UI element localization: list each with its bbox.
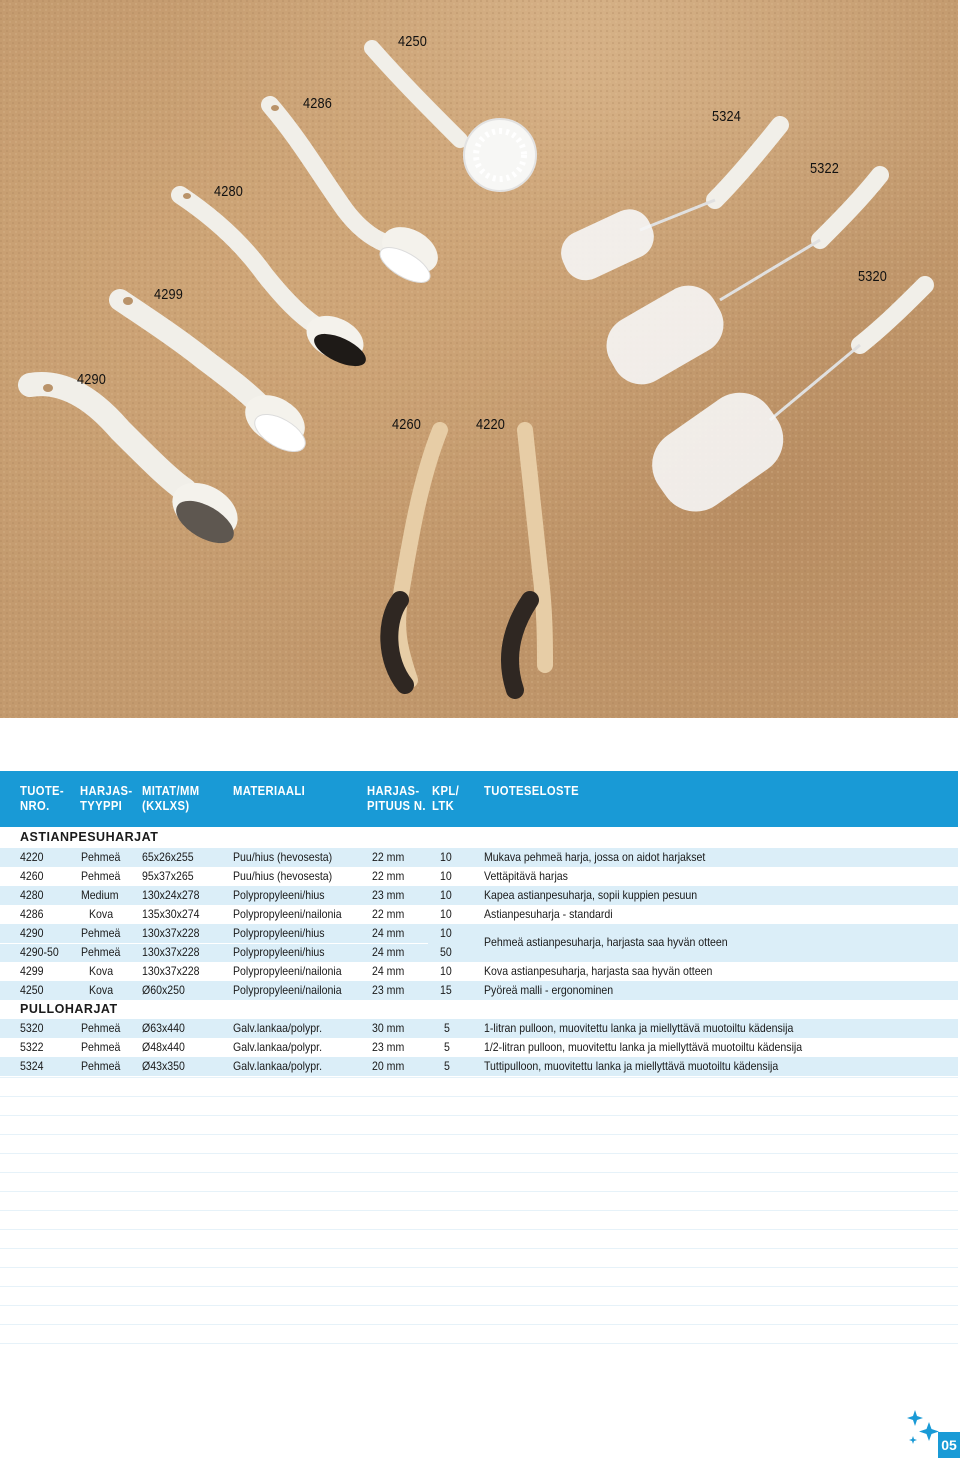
table-cell: 4260 <box>20 869 44 883</box>
table-row <box>0 848 958 867</box>
ruling-line <box>0 1324 958 1325</box>
ruling-line <box>0 1153 958 1154</box>
table-cell: Ø48x440 <box>142 1040 185 1054</box>
table-cell: Polypropyleeni/hius <box>233 926 325 940</box>
header-mitat <box>142 784 199 814</box>
table-cell: 10 <box>440 907 452 921</box>
header-tuoteseloste <box>484 784 579 799</box>
table-cell: Pehmeä <box>81 869 121 883</box>
table-cell: 23 mm <box>372 983 405 997</box>
header-line: TUOTESELOSTE <box>484 784 579 798</box>
table-cell: Ø43x350 <box>142 1059 185 1073</box>
table-cell: 24 mm <box>372 964 405 978</box>
empty-table-area <box>0 1077 958 1377</box>
table-cell: 4220 <box>20 850 44 864</box>
table-cell: Polypropyleeni/hius <box>233 888 325 902</box>
header-tuotenro <box>20 784 64 814</box>
table-cell: Kova <box>89 983 114 997</box>
header-line: MITAT/MM <box>142 784 200 798</box>
table-cell: Polypropyleeni/nailonia <box>233 907 342 921</box>
table-cell: Mukava pehmeä harja, jossa on aidot harjakset <box>484 850 706 864</box>
header-line: HARJAS- <box>367 784 420 798</box>
label-4280: 4280 <box>214 183 244 200</box>
table-cell: 95x37x265 <box>142 869 194 883</box>
table-row <box>0 905 958 924</box>
table-cell: Ø63x440 <box>142 1021 185 1035</box>
label-4260: 4260 <box>392 416 422 433</box>
label-4286: 4286 <box>303 95 333 112</box>
table-cell: 22 mm <box>372 907 405 921</box>
table-row <box>0 924 958 962</box>
header-harjaspituus <box>367 784 426 814</box>
table-cell: 4290-50 <box>20 945 59 959</box>
header-line: PITUUS N. <box>367 799 426 813</box>
header-line: TUOTE- <box>20 784 65 798</box>
ruling-line <box>0 1191 958 1192</box>
label-5322: 5322 <box>810 160 840 177</box>
table-cell: 130x24x278 <box>142 888 200 902</box>
ruling-line <box>0 1210 958 1211</box>
ruling-line <box>0 1305 958 1306</box>
table-cell: 24 mm <box>372 945 405 959</box>
ruling-line <box>0 1248 958 1249</box>
brushes-illustration <box>0 0 958 718</box>
table-cell: 10 <box>440 888 452 902</box>
table-cell: 135x30x274 <box>142 907 200 921</box>
table-cell: Polypropyleeni/nailonia <box>233 964 342 978</box>
table-cell: 10 <box>440 926 452 940</box>
table-cell: 130x37x228 <box>142 964 200 978</box>
header-line: KPL/ <box>432 784 460 798</box>
header-line: NRO. <box>20 799 50 813</box>
table-cell: Puu/hius (hevosesta) <box>233 850 333 864</box>
table-cell: Kova <box>89 964 114 978</box>
table-cell: 22 mm <box>372 869 405 883</box>
header-line: LTK <box>432 799 455 813</box>
label-4299: 4299 <box>154 286 184 303</box>
table-cell: Pyöreä malli - ergonominen <box>484 983 614 997</box>
table-row <box>0 867 958 886</box>
header-kpl <box>432 784 459 814</box>
table-cell: 23 mm <box>372 888 405 902</box>
table-cell: 4286 <box>20 907 44 921</box>
table-cell: 24 mm <box>372 926 405 940</box>
table-cell: Ø60x250 <box>142 983 185 997</box>
ruling-line <box>0 1343 958 1344</box>
ruling-line <box>0 1172 958 1173</box>
table-cell: Galv.lankaa/polypr. <box>233 1059 323 1073</box>
table-cell: 5322 <box>20 1040 44 1054</box>
table-cell: Kova astianpesuharja, harjasta saa hyvän otteen <box>484 964 713 978</box>
table-row <box>0 962 958 981</box>
table-cell: 130x37x228 <box>142 945 200 959</box>
header-line: MATERIAALI <box>233 784 306 798</box>
table-cell: Pehmeä <box>81 1021 121 1035</box>
label-4290: 4290 <box>77 371 107 388</box>
page-number: 05 <box>938 1432 960 1458</box>
table-cell: Medium <box>81 888 119 902</box>
table-cell: 5 <box>444 1040 450 1054</box>
table-cell: Puu/hius (hevosesta) <box>233 869 333 883</box>
table-row <box>0 1057 958 1076</box>
table-cell: Pehmeä astianpesuharja, harjasta saa hyvän otteen <box>484 935 728 949</box>
section-title-pulloharjat: PULLOHARJAT <box>20 1002 118 1016</box>
table-cell: 1/2-litran pulloon, muovitettu lanka ja miellyttävä muotoiltu kädensija <box>484 1040 803 1054</box>
table-cell: Kova <box>89 907 114 921</box>
table-cell: Pehmeä <box>81 926 121 940</box>
table-cell: Pehmeä <box>81 1059 121 1073</box>
table-cell: 4280 <box>20 888 44 902</box>
table-cell: 4299 <box>20 964 44 978</box>
table-cell: 65x26x255 <box>142 850 194 864</box>
table-cell: 10 <box>440 850 452 864</box>
product-table <box>0 771 958 1076</box>
table-cell: 130x37x228 <box>142 926 200 940</box>
table-cell: Polypropyleeni/hius <box>233 945 325 959</box>
label-4220: 4220 <box>476 416 506 433</box>
ruling-line <box>0 1077 958 1078</box>
table-row <box>0 1019 958 1038</box>
table-cell: 20 mm <box>372 1059 405 1073</box>
table-cell: 23 mm <box>372 1040 405 1054</box>
table-cell: Pehmeä <box>81 945 121 959</box>
table-cell: 22 mm <box>372 850 405 864</box>
table-cell: 1-litran pulloon, muovitettu lanka ja miellyttävä muotoiltu kädensija <box>484 1021 794 1035</box>
table-cell: 30 mm <box>372 1021 405 1035</box>
table-header <box>0 771 958 827</box>
product-photo <box>0 0 958 718</box>
table-cell: Pehmeä <box>81 850 121 864</box>
ruling-line <box>0 1286 958 1287</box>
table-cell: Galv.lankaa/polypr. <box>233 1040 323 1054</box>
header-line: (KXLXS) <box>142 799 190 813</box>
table-cell: 5324 <box>20 1059 44 1073</box>
table-cell: 50 <box>440 945 452 959</box>
ruling-line <box>0 1096 958 1097</box>
table-row <box>0 886 958 905</box>
header-line: HARJAS- <box>80 784 133 798</box>
label-5320: 5320 <box>858 268 888 285</box>
section-title-astianpesuharjat: ASTIANPESUHARJAT <box>20 830 159 844</box>
table-cell: Pehmeä <box>81 1040 121 1054</box>
table-cell: 15 <box>440 983 452 997</box>
table-cell: Vettäpitävä harjas <box>484 869 568 883</box>
table-row <box>0 1038 958 1057</box>
table-cell: 10 <box>440 964 452 978</box>
table-cell: Astianpesuharja - standardi <box>484 907 613 921</box>
table-cell: Galv.lankaa/polypr. <box>233 1021 323 1035</box>
label-5324: 5324 <box>712 108 742 125</box>
table-cell: Polypropyleeni/nailonia <box>233 983 342 997</box>
table-cell: Tuttipulloon, muovitettu lanka ja miellyttävä muotoiltu kädensija <box>484 1059 779 1073</box>
ruling-line <box>0 1115 958 1116</box>
table-cell: 4250 <box>20 983 44 997</box>
ruling-line <box>0 1267 958 1268</box>
table-cell: 5 <box>444 1021 450 1035</box>
table-cell: Kapea astianpesuharja, sopii kuppien pesuun <box>484 888 698 902</box>
table-cell: 10 <box>440 869 452 883</box>
table-cell: 4290 <box>20 926 44 940</box>
ruling-line <box>0 1229 958 1230</box>
label-4250: 4250 <box>398 33 428 50</box>
table-cell: 5 <box>444 1059 450 1073</box>
ruling-line <box>0 1134 958 1135</box>
header-line: TYYPPI <box>80 799 123 813</box>
table-cell: 5320 <box>20 1021 44 1035</box>
table-row <box>0 981 958 1000</box>
header-harjastyyppi <box>80 784 133 814</box>
header-materiaali <box>233 784 305 799</box>
